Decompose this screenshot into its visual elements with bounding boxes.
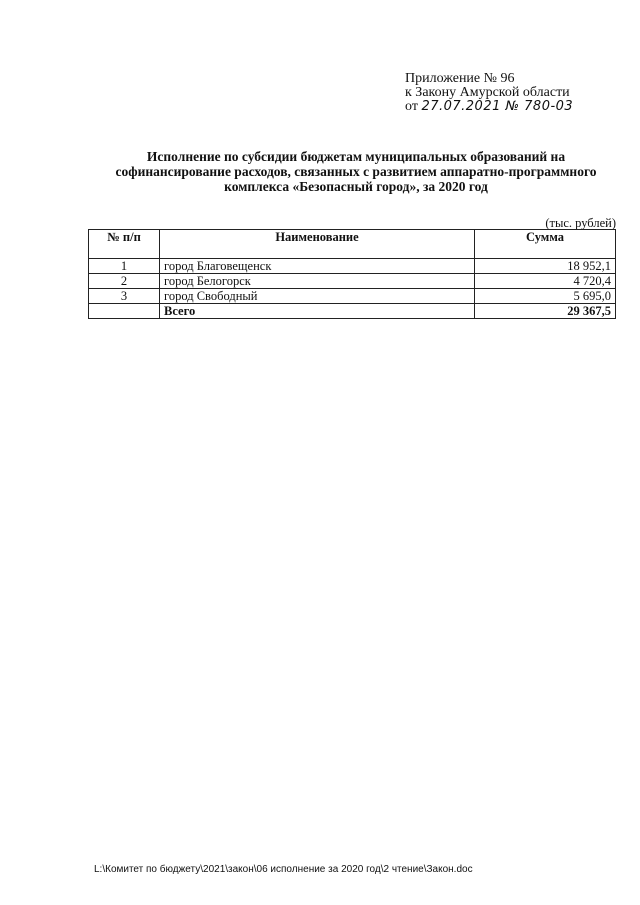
total-sum: 29 367,5 — [475, 304, 616, 319]
row-num: 3 — [89, 289, 160, 304]
table-row — [89, 274, 616, 289]
table-header-row — [89, 230, 616, 259]
table-row — [89, 259, 616, 274]
total-label: Всего — [160, 304, 475, 319]
appendix-law: к Закону Амурской области — [405, 85, 570, 100]
row-name: город Свободный — [160, 289, 475, 304]
row-name: город Благовещенск — [160, 259, 475, 274]
row-sum: 18 952,1 — [475, 259, 616, 274]
unit-note: (тыс. рублей) — [545, 216, 616, 230]
footer-file-path: L:\Комитет по бюджету\2021\закон\06 исполнение за 2020 год\2 чтение\Закон.doc — [94, 864, 473, 875]
handwritten-date: 27.07.2021 № 780-03 — [421, 99, 574, 114]
appendix-header — [405, 72, 573, 114]
row-num: 2 — [89, 274, 160, 289]
row-name: город Белогорск — [160, 274, 475, 289]
table-total-row — [89, 304, 616, 319]
header-num: № п/п — [89, 230, 160, 259]
row-sum: 4 720,4 — [475, 274, 616, 289]
document-title: Исполнение по субсидии бюджетам муниципальных образований на софинансирование расходов, связанных с развитием аппаратно-программного комплекса «Безопасный город», за 2020 год — [115, 149, 597, 194]
header-name: Наименование — [160, 230, 475, 259]
appendix-date-line — [405, 100, 573, 114]
appendix-number: Приложение № 96 — [405, 71, 515, 86]
row-sum: 5 695,0 — [475, 289, 616, 304]
total-num-empty — [89, 304, 160, 319]
subsidy-table — [88, 229, 616, 319]
appendix-from: от — [405, 99, 418, 114]
header-sum: Сумма — [475, 230, 616, 259]
row-num: 1 — [89, 259, 160, 274]
table-row — [89, 289, 616, 304]
